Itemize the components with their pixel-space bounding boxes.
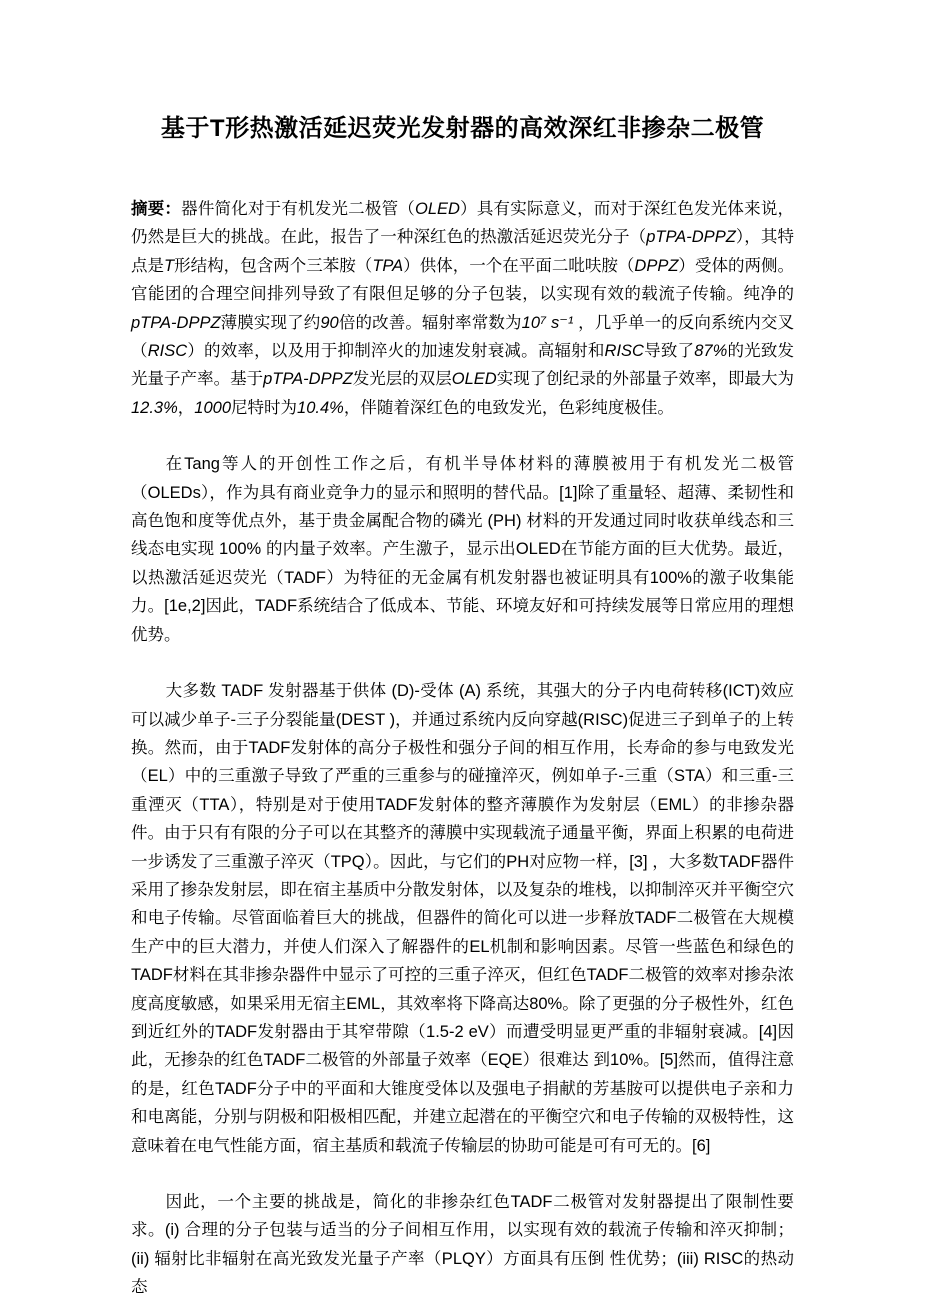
text-segment: 90 bbox=[320, 313, 339, 332]
text-segment: 器件简化对于有机发光二极管（ bbox=[181, 200, 415, 218]
document-body bbox=[131, 195, 794, 1302]
page-title: 基于T形热激活延迟荧光发射器的高效深红非掺杂二极管 bbox=[160, 115, 765, 142]
text-segment: OLED bbox=[451, 370, 497, 389]
text-segment: 薄膜实现了约 bbox=[220, 313, 321, 332]
challenges-paragraph bbox=[131, 1188, 794, 1302]
text-segment: 实现了创纪录的外部量子效率，即最大为 bbox=[496, 370, 794, 389]
text-segment: 发光层的双层 bbox=[352, 370, 452, 389]
text-segment: 形结构，包含两个三苯胺（ bbox=[174, 256, 373, 275]
text-segment: 大多数 TADF 发射器基于供体 (D)-受体 (A) 系统，其强大的分子内电荷转移(ICT)效应可以减少单子-三子分裂能量(DEST )，并通过系统内反向穿越(RISC)促进三子到单子的上转换。然而，由于TADF发射体的高分子极性和强分子间的相互作用，长寿命的参与电致发光（EL）中的三重激子导致了严重的三重参与的碰撞淬灭，例如单子-三重（STA）和三重-三重湮灭（TTA），特别是对于使用TADF发射体的整齐薄膜作为发射层（EML）的非掺杂器件。由于只有有限的分子可以在其整齐的薄膜中实现载流子通量平衡，界面上积累的电荷进一步诱发了三重激子淬灭（TPQ）。因此，与它们的PH对应物一样，[3] ，大多数TADF器件采用了掺杂发射层，即在宿主基质中分散发射体，以及复杂的堆栈，以抑制淬灭并平衡空穴和电子传输。尽管面临着巨大的挑战，但器件的简化可以进一步释放TADF二极管在大规模生产中的巨大潜力，并使人们深入了解器件的EL机制和影响因素。尽管一些蓝色和绿色的TADF材料在其非掺杂器件中显示了可控的三重子淬灭，但红色TADF二极管的效率对掺杂浓度高度敏感，如果采用无宿主EML，其效率将下降高达80%。除了更强的分子极性外，红色到近红外的TADF发射器由于其窄带隙（1.5-2 eV）而遭受明显更严重的非辐射衰减。[4]因此，无掺杂的红色TADF二极管的外部量子效率（EQE）很难达 到10%。[5]然而，值得注意的是，红色TADF分子中的平面和大锥度受体以及强电子捐献的芳基胺可以提供电子亲和力和电离能，分别与阴极和阳极相匹配，并建立起潜在的平衡空穴和电子传输的双极特性，这意味着在电气性能方面，宿主基质和载流子传输层的协助可能是可有可无的。[6] bbox=[131, 682, 794, 1155]
text-segment: 10⁷ s⁻¹ bbox=[521, 313, 579, 332]
text-segment: T bbox=[164, 256, 175, 275]
text-segment: DPPZ bbox=[634, 256, 679, 275]
text-segment: 尼特时为 bbox=[231, 398, 298, 417]
text-segment: 倍的改善。辐射率常数为 bbox=[338, 313, 522, 332]
abstract-paragraph bbox=[131, 195, 794, 422]
text-segment: RISC bbox=[604, 342, 644, 361]
text-segment: ， bbox=[177, 398, 195, 417]
text-segment: ）的效率，以及用于抑制淬火的加速发射衰减。高辐射和 bbox=[187, 342, 605, 361]
text-segment: ）供体，一个在平面二吡呋胺（ bbox=[403, 256, 635, 275]
text-segment: pTPA-DPPZ bbox=[131, 313, 221, 332]
text-segment: pTPA-DPPZ bbox=[263, 370, 353, 389]
text-segment: 因此，一个主要的挑战是，简化的非掺杂红色TADF二极管对发射器提出了限制性要求。(i) 合理的分子包装与适当的分子间相互作用，以实现有效的载流子传输和淬灭抑制；(ii) 辐射比非辐射在高光致发光量子产率（PLQY）方面具有压倒 性优势；(iii) RISC的热动态 bbox=[131, 1193, 794, 1297]
text-segment: 摘要： bbox=[131, 200, 182, 218]
text-segment: ，几乎单一的反向系统内交叉（ bbox=[131, 313, 795, 361]
text-segment: TPA bbox=[372, 256, 404, 275]
text-segment: 的光致发光量子产率。基于 bbox=[131, 342, 795, 389]
text-segment: 10.4% bbox=[297, 398, 344, 417]
text-segment: 12.3% bbox=[131, 398, 178, 417]
text-segment: OLED bbox=[415, 200, 460, 218]
text-segment: pTPA-DPPZ bbox=[646, 228, 736, 247]
text-segment: 87% bbox=[694, 342, 728, 361]
intro-paragraph bbox=[131, 450, 794, 649]
text-segment: ）受体的两侧。官能团的合理空间排列导致了有限但足够的分子包装，以实现有效的载流子传输。纯净的 bbox=[131, 256, 795, 304]
text-segment: 导致了 bbox=[643, 342, 695, 361]
tadf-discussion-paragraph bbox=[131, 677, 794, 1160]
text-segment: ）具有实际意义，而对于深红色发光体来说，仍然是巨大的挑战。在此，报告了一种深红色的热激活延迟荧光分子（ bbox=[131, 200, 795, 247]
text-segment: ，伴随着深红色的电致发光，色彩纯度极佳。 bbox=[343, 398, 674, 417]
text-segment: RISC bbox=[147, 342, 188, 361]
text-segment: 在Tang等人的开创性工作之后，有机半导体材料的薄膜被用于有机发光二极管（OLEDs），作为具有商业竞争力的显示和照明的替代品。[1]除了重量轻、超薄、柔韧性和高色饱和度等优点外，基于贵金属配合物的磷光 (PH) 材料的开发通过同时收获单线态和三线态电实现 100% 的内量子效率。产生激子，显示出OLED在节能方面的巨大优势。最近，以热激活延迟荧光（TADF）为特征的无金属有机发射器也被证明具有100%的激子收集能力。[1e,2]因此，TADF系统结合了低成本、节能、环境友好和可持续发展等日常应用的理想优势。 bbox=[131, 455, 794, 644]
text-segment: 1000 bbox=[194, 398, 232, 417]
text-segment: ），其特点是 bbox=[131, 228, 795, 275]
